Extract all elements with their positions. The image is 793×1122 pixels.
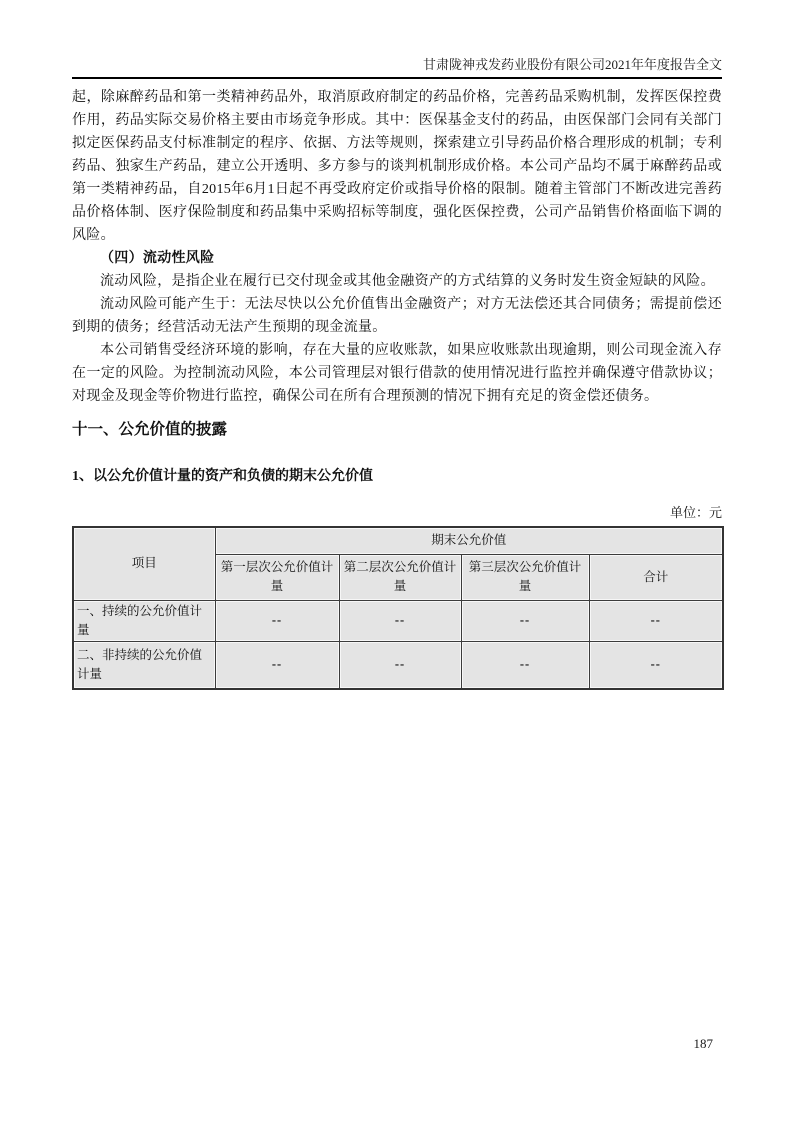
report-title: 甘肃陇神戎发药业股份有限公司2021年年度报告全文	[422, 57, 722, 72]
subsection-heading-liquidity-risk: （四）流动性风险	[100, 251, 215, 266]
fair-value-table	[72, 526, 724, 690]
table-row-non-continuous	[73, 641, 723, 689]
table-header-item: 项目	[73, 527, 215, 600]
table-row-label: 一、持续的公允价值计量	[73, 600, 215, 641]
table-cell-value: --	[461, 600, 589, 641]
page-header	[72, 54, 722, 73]
table-cell-value: --	[215, 600, 339, 641]
header-divider	[72, 77, 722, 79]
table-cell-value: --	[215, 641, 339, 689]
table-cell-value: --	[339, 600, 461, 641]
table-cell-value: --	[589, 600, 723, 641]
table-header-level3: 第三层次公允价值计量	[461, 554, 589, 600]
unit-label: 单位：元	[669, 505, 722, 520]
table-cell-value: --	[339, 641, 461, 689]
table-header-level2: 第二层次公允价值计量	[339, 554, 461, 600]
table-cell-value: --	[461, 641, 589, 689]
table-row-label: 二、非持续的公允价值计量	[73, 641, 215, 689]
table-header-total: 合计	[589, 554, 723, 600]
paragraph-liquidity-definition: 流动风险，是指企业在履行已交付现金或其他金融资产的方式结算的义务时发生资金短缺的风险。	[100, 274, 715, 289]
table-header-period-end-fair-value: 期末公允价值	[215, 527, 723, 554]
table-header-row-group	[73, 527, 723, 554]
page-content	[72, 86, 722, 690]
table-row-continuous	[73, 600, 723, 641]
table-header-level1: 第一层次公允价值计量	[215, 554, 339, 600]
paragraph-liquidity-sources: 流动风险可能产生于：无法尽快以公允价值售出金融资产；对方无法偿还其合同债务；需提前偿还到期的债务；经营活动无法产生预期的现金流量。	[72, 297, 722, 335]
section-heading-fair-value-disclosure: 十一、公允价值的披露	[72, 421, 228, 438]
paragraph-drug-pricing: 起，除麻醉药品和第一类精神药品外，取消原政府制定的药品价格，完善药品采购机制，发挥医保控费作用，药品实际交易价格主要由市场竞争形成。其中：医保基金支付的药品，由医保部门会同有关部门拟定医保药品支付标准制定的程序、依据、方法等规则，探索建立引导药品价格合理形成的机制；专利药品、独家生产药品，建立公开透明、多方参与的谈判机制形成价格。本公司产品均不属于麻醉药品或第一类精神药品，自2015年6月1日起不再受政府定价或指导价格的限制。随着主管部门不断改进完善药品价格体制、医疗保险制度和药品集中采购招标等制度，强化医保控费，公司产品销售价格面临下调的风险。	[72, 90, 722, 243]
paragraph-liquidity-control: 本公司销售受经济环境的影响，存在大量的应收账款，如果应收账款出现逾期，则公司现金流入存在一定的风险。为控制流动风险，本公司管理层对银行借款的使用情况进行监控并确保遵守借款协议；对现金及现金等价物进行监控，确保公司在所有合理预测的情况下拥有充足的资金偿还债务。	[72, 343, 722, 404]
table-cell-value: --	[589, 641, 723, 689]
page-number: 187	[693, 1036, 713, 1051]
subsection-heading-fair-value-table: 1、以公允价值计量的资产和负债的期末公允价值	[72, 469, 373, 484]
